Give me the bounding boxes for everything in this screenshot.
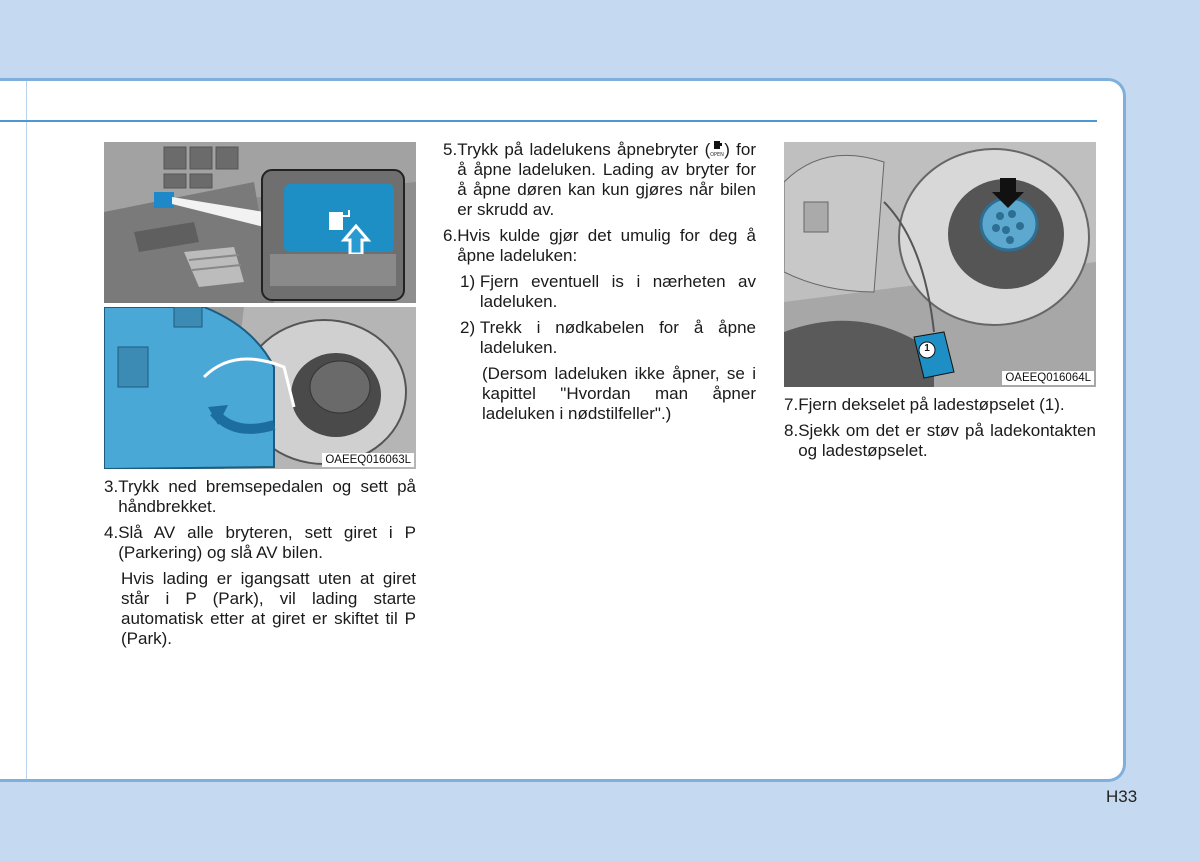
figure-charge-port: [784, 142, 1096, 387]
step-7: 7. Fjern dekselet på ladestøpselet (1).: [784, 395, 1065, 414]
column-3: [784, 395, 1096, 467]
callout-number: 1: [924, 343, 930, 354]
step-5: 5. Trykk på ladelukens åpnebryter ( OPEN ) for å åpne ladeluken. Lading av bryter for å åpne døren kan kun gjøres når bilen er skrudd av.: [443, 140, 756, 219]
margin-line: [26, 81, 27, 779]
figure-code: OAEEQ016063L: [322, 453, 414, 467]
step-4: 4. Slå AV alle bryteren, sett giret i P (Parkering) og slå AV bilen.: [104, 523, 416, 562]
page-number: H33: [1106, 787, 1138, 806]
step-6-note: (Dersom ladeluken ikke åpner, se i kapittel "Hvordan man åpner ladeluken i nødstilfeller".): [482, 364, 756, 423]
step-6-sub-2: 2) Trekk i nødkabelen for å åpne ladeluken.: [460, 318, 756, 357]
column-1: [104, 477, 416, 655]
step-4-note: Hvis lading er igangsatt uten at giret står i P (Park), vil lading starte automatisk etter at giret er skiftet til P (Park).: [121, 569, 416, 648]
figure-code: OAEEQ016064L: [1002, 371, 1094, 385]
step-3: 3. Trykk ned bremsepedalen og sett på håndbrekket.: [104, 477, 416, 516]
column-2: [443, 140, 756, 430]
step-8: 8. Sjekk om det er støv på ladekontakten og ladestøpselet.: [784, 421, 1096, 460]
figure-open-door: [104, 307, 416, 469]
step-6-sub-1: 1) Fjern eventuell is i nærheten av ladeluken.: [460, 272, 756, 311]
header-rule: [0, 120, 1097, 122]
charge-door-open-icon: [710, 140, 724, 158]
open-label: OPEN: [710, 152, 725, 158]
step-6: 6. Hvis kulde gjør det umulig for deg å åpne ladeluken:: [443, 226, 756, 265]
figure-dashboard-button: [104, 142, 416, 303]
